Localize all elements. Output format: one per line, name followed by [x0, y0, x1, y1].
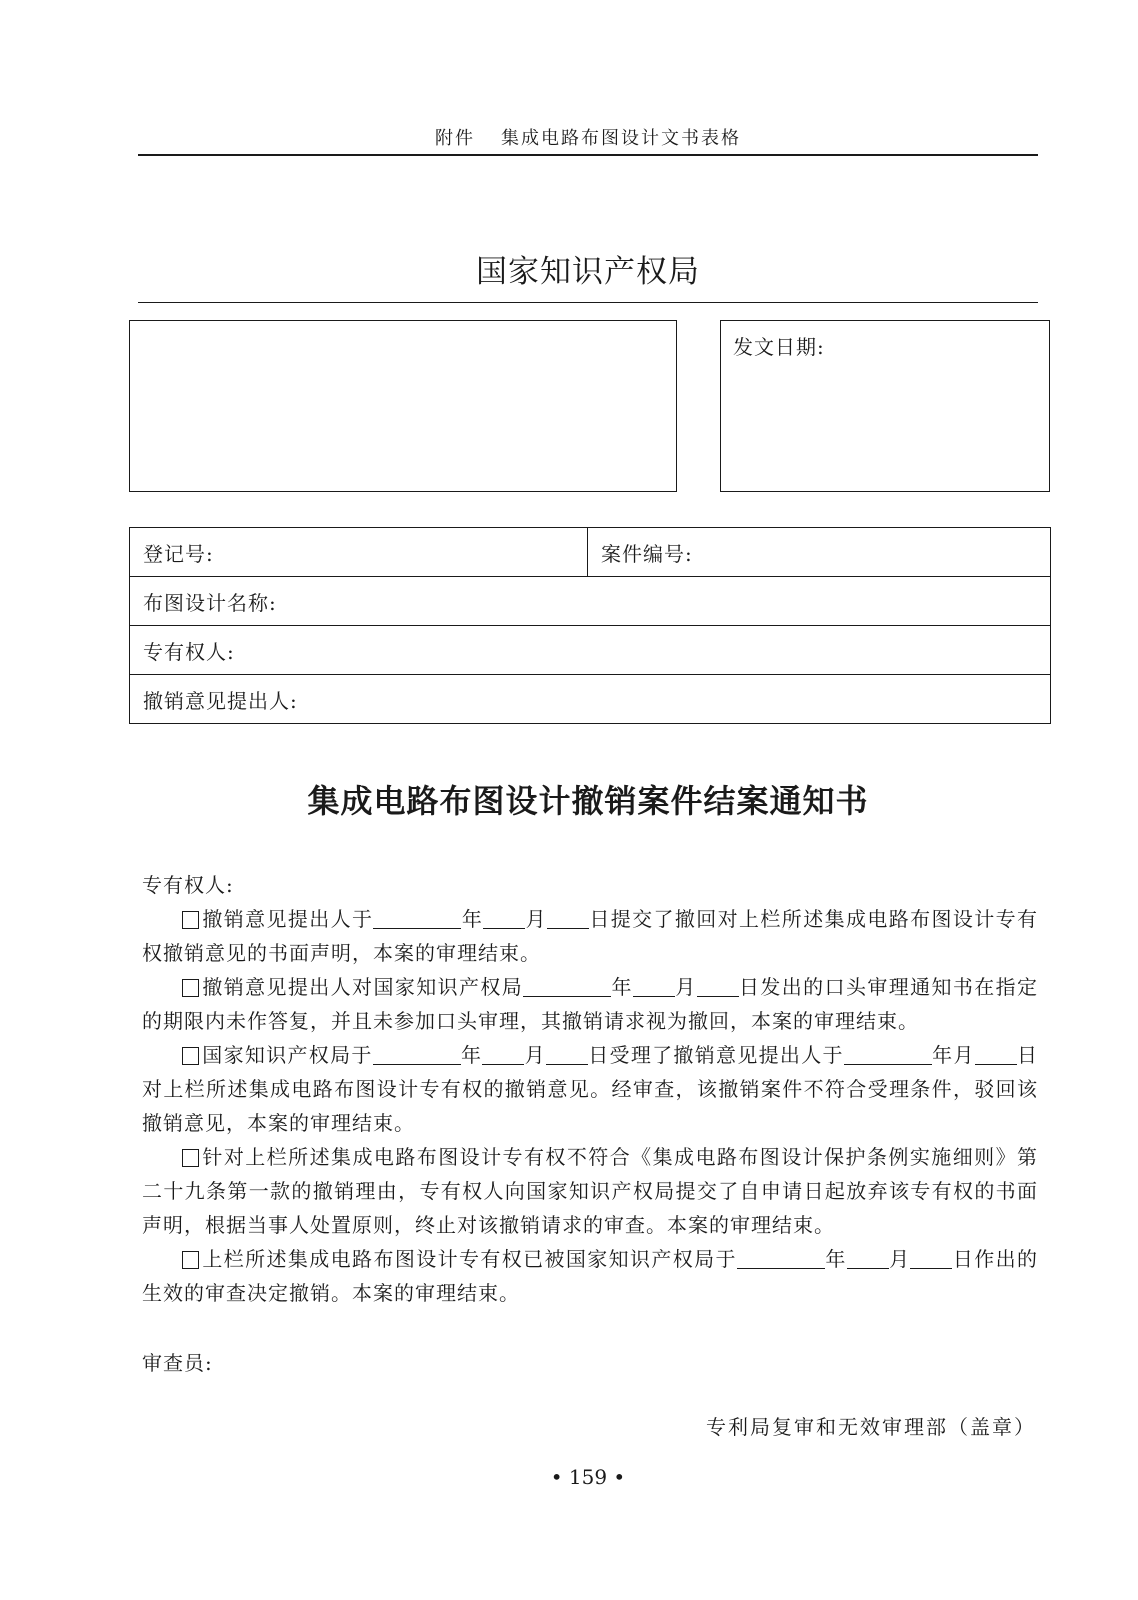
department-seal-line: 专利局复审和无效审理部（盖章） — [706, 1415, 1036, 1439]
date-blank[interactable] — [483, 908, 525, 929]
date-blank[interactable] — [523, 976, 611, 997]
date-blank[interactable] — [910, 1248, 952, 1269]
registration-no-cell: 登记号: — [130, 528, 588, 577]
option-withdrawal: 撤销意见提出人于 年 月 日提交了撤回对上栏所述集成电路布图设计专有权撤销意见的书面声明，本案的审理结束。 — [142, 907, 1039, 965]
option-no-reply: 撤销意见提出人对国家知识产权局 年 月 日发出的口头审理通知书在指定的期限内未作答复，并且未参加口头审理，其撤销请求视为撤回，本案的审理结束。 — [142, 975, 1039, 1033]
office-title: 国家知识产权局 — [476, 254, 700, 290]
petitioner-cell: 撤销意见提出人: — [130, 675, 1051, 724]
address-box — [129, 320, 677, 492]
issue-date-box — [720, 320, 1050, 492]
date-blank[interactable] — [482, 1044, 524, 1065]
running-header — [138, 124, 1038, 150]
case-no-cell: 案件编号: — [588, 528, 1051, 577]
table-row — [130, 528, 1051, 577]
date-blank[interactable] — [844, 1044, 932, 1065]
salutation: 专有权人: — [142, 873, 234, 897]
header-title: 集成电路布图设计文书表格 — [501, 128, 741, 149]
notice-body — [142, 868, 1038, 1310]
office-rule — [138, 302, 1038, 303]
design-name-cell: 布图设计名称: — [130, 577, 1051, 626]
date-blank[interactable] — [847, 1248, 889, 1269]
option-checkbox[interactable] — [182, 979, 199, 997]
issue-date-label: 发文日期: — [733, 335, 825, 359]
header-rule — [138, 154, 1038, 156]
option-waiver: 针对上栏所述集成电路布图设计专有权不符合《集成电路布图设计保护条例实施细则》第二十九条第一款的撤销理由，专有权人向国家知识产权局提交了自申请日起放弃该专有权的书面声明，根据当事人处置原则，终止对该撤销请求的审查。本案的审理结束。 — [142, 1145, 1038, 1237]
date-blank[interactable] — [546, 1044, 588, 1065]
page-number: • 159 • — [550, 1465, 626, 1489]
table-row — [130, 626, 1051, 675]
date-blank[interactable] — [975, 1044, 1017, 1065]
table-row — [130, 577, 1051, 626]
date-blank[interactable] — [633, 976, 675, 997]
option-rejected: 国家知识产权局于 年 月 日受理了撤销意见提出人于 年月 日对上栏所述集成电路布图设计专有权的撤销意见。经审查，该撤销案件不符合受理条件，驳回该撤销意见，本案的审理结束。 — [142, 1043, 1039, 1135]
case-info-table — [129, 527, 1051, 724]
date-blank[interactable] — [737, 1248, 825, 1269]
date-blank[interactable] — [547, 908, 589, 929]
notice-title: 集成电路布图设计撤销案件结案通知书 — [307, 782, 869, 820]
right-holder-cell: 专有权人: — [130, 626, 1051, 675]
date-blank[interactable] — [373, 908, 461, 929]
option-checkbox[interactable] — [182, 1251, 199, 1269]
option-checkbox[interactable] — [182, 1047, 199, 1065]
header-label: 附件 — [435, 128, 475, 149]
date-blank[interactable] — [373, 1044, 461, 1065]
option-checkbox[interactable] — [182, 911, 199, 929]
table-row — [130, 675, 1051, 724]
option-checkbox[interactable] — [182, 1149, 199, 1167]
examiner-label: 审查员: — [142, 1351, 213, 1375]
date-blank[interactable] — [697, 976, 739, 997]
option-revoked: 上栏所述集成电路布图设计专有权已被国家知识产权局于 年 月 日作出的生效的审查决定撤销。本案的审理结束。 — [142, 1247, 1039, 1305]
